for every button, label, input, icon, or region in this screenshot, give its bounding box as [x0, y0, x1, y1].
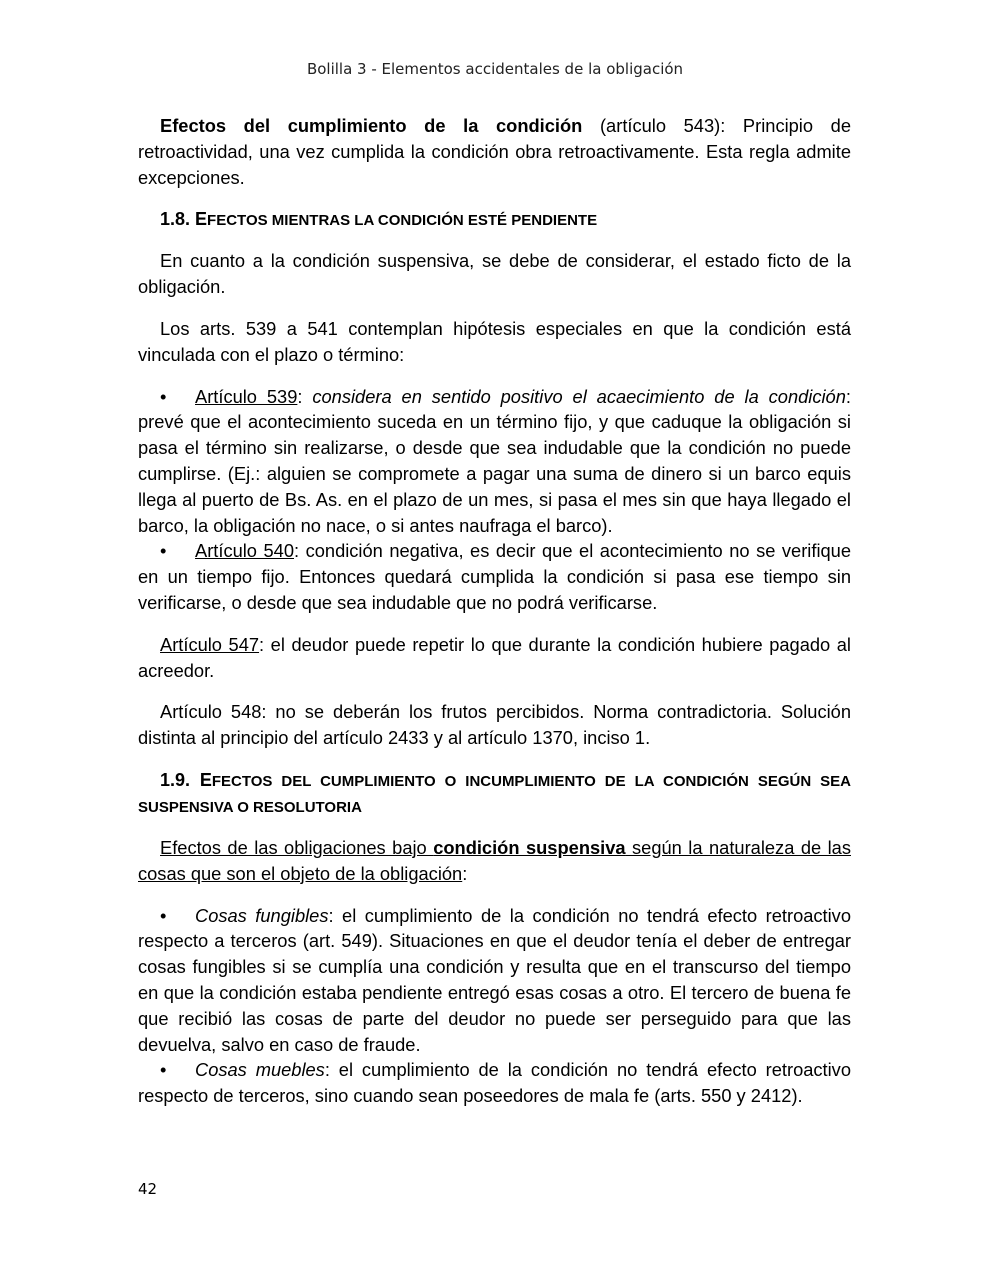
page-body: [138, 113, 851, 1109]
bullet-icon: •: [160, 385, 167, 407]
heading-text: FECTOS DEL CUMPLIMIENTO O INCUMPLIMIENTO DE LA CONDICIÓN SEGÚN SEA SUSPENSIVA O RESOLUTORIA: [138, 772, 851, 816]
paragraph-effects: [138, 113, 851, 190]
paragraph: Artículo 548: no se deberán los frutos percibidos. Norma contradictoria. Solución distinta al principio del artículo 2433 y al artículo 1370, inciso 1.: [138, 701, 851, 749]
article-link: Artículo 547: [160, 633, 260, 655]
text: (artículo 543): Principio de retroactividad, una vez cumplida la condición obra retroactivamente. Esta regla admite excepciones.: [138, 115, 852, 188]
article-link: Artículo 539: [195, 385, 298, 407]
bullet-icon: •: [160, 1059, 167, 1081]
list-item: [138, 384, 851, 539]
italic-text: Cosas muebles: [195, 1059, 325, 1081]
paragraph: En cuanto a la condición suspensiva, se debe de considerar, el estado ficto de la obligación.: [138, 250, 851, 298]
italic-text: Cosas fungibles: [195, 904, 329, 926]
list-item: [138, 903, 851, 1058]
article-link: Artículo 540: [195, 540, 294, 562]
text: Efectos de las obligaciones bajo: [160, 836, 434, 858]
list-item: [138, 538, 851, 615]
text: según la naturaleza de las cosas que son el objeto de la obligación: [138, 836, 851, 884]
bold-term: condición suspensiva: [433, 836, 626, 858]
bullet-icon: •: [160, 904, 167, 926]
text: : el cumplimiento de la condición no tendrá efecto retroactivo respecto de terceros, sino cuando sean poseedores de mala fe (arts. 550 y 2412).: [138, 1059, 851, 1107]
bullet-icon: •: [160, 540, 167, 562]
list-item: [138, 1057, 851, 1109]
bold-term: Efectos del cumplimiento de la condición: [160, 115, 583, 136]
paragraph: [138, 835, 851, 887]
paragraph: [138, 632, 851, 684]
heading-number: 1.9.: [160, 769, 200, 790]
text: : el cumplimiento de la condición no tendrá efecto retroactivo respecto a terceros (art. 549). Situaciones en que el deudor tenía el deber de entregar cosas fungibles si se cumplía una condición y resulta que en el transcurso del tiempo en que la condición estaba pendiente entregó esas cosas a otro. El tercero de buena fe que recibió las cosas de parte del deudor no puede ser perseguido para que las devuelva, salvo en caso de fraude.: [138, 904, 851, 1055]
heading-cap: E: [195, 209, 208, 230]
heading-number: 1.8.: [160, 209, 196, 230]
text: : el deudor puede repetir lo que durante la condición hubiere pagado al acreedor.: [138, 633, 851, 681]
section-heading-1-8: [138, 206, 851, 234]
heading-text: FECTOS MIENTRAS LA CONDICIÓN ESTÉ PENDIENTE: [207, 212, 598, 230]
running-header: Bolilla 3 - Elementos accidentales de la obligación: [306, 60, 684, 78]
heading-cap: E: [199, 769, 212, 790]
text: : condición negativa, es decir que el acontecimiento no se verifique en un tiempo fijo. Entonces quedará cumplida la condición si pasa ese tiempo sin verificarse, o desde que sea indudable que no podrá verificarse.: [138, 540, 852, 613]
text: :: [462, 862, 468, 884]
paragraph: Los arts. 539 a 541 contemplan hipótesis especiales en que la condición está vinculada con el plazo o término:: [138, 317, 851, 365]
section-heading-1-9: [138, 767, 851, 821]
text: :: [297, 385, 313, 407]
underlined-text: [138, 837, 851, 884]
text: : prevé que el acontecimiento suceda en un término fijo, y que caduque la obligación si pasa el término sin realizarse, o desde que sea indudable que la condición no puede cumplirse. (Ej.: alguien se compromete a pagar una suma de dinero si un barco equis llega al puerto de Bs. As. en el plazo de un mes, si pasa el mes sin que haya llegado el barco, la obligación no nace, o si antes naufraga el barco).: [138, 385, 851, 536]
page-number: 42: [138, 1180, 158, 1198]
italic-text: considera en sentido positivo el acaecimiento de la condición: [312, 385, 846, 407]
